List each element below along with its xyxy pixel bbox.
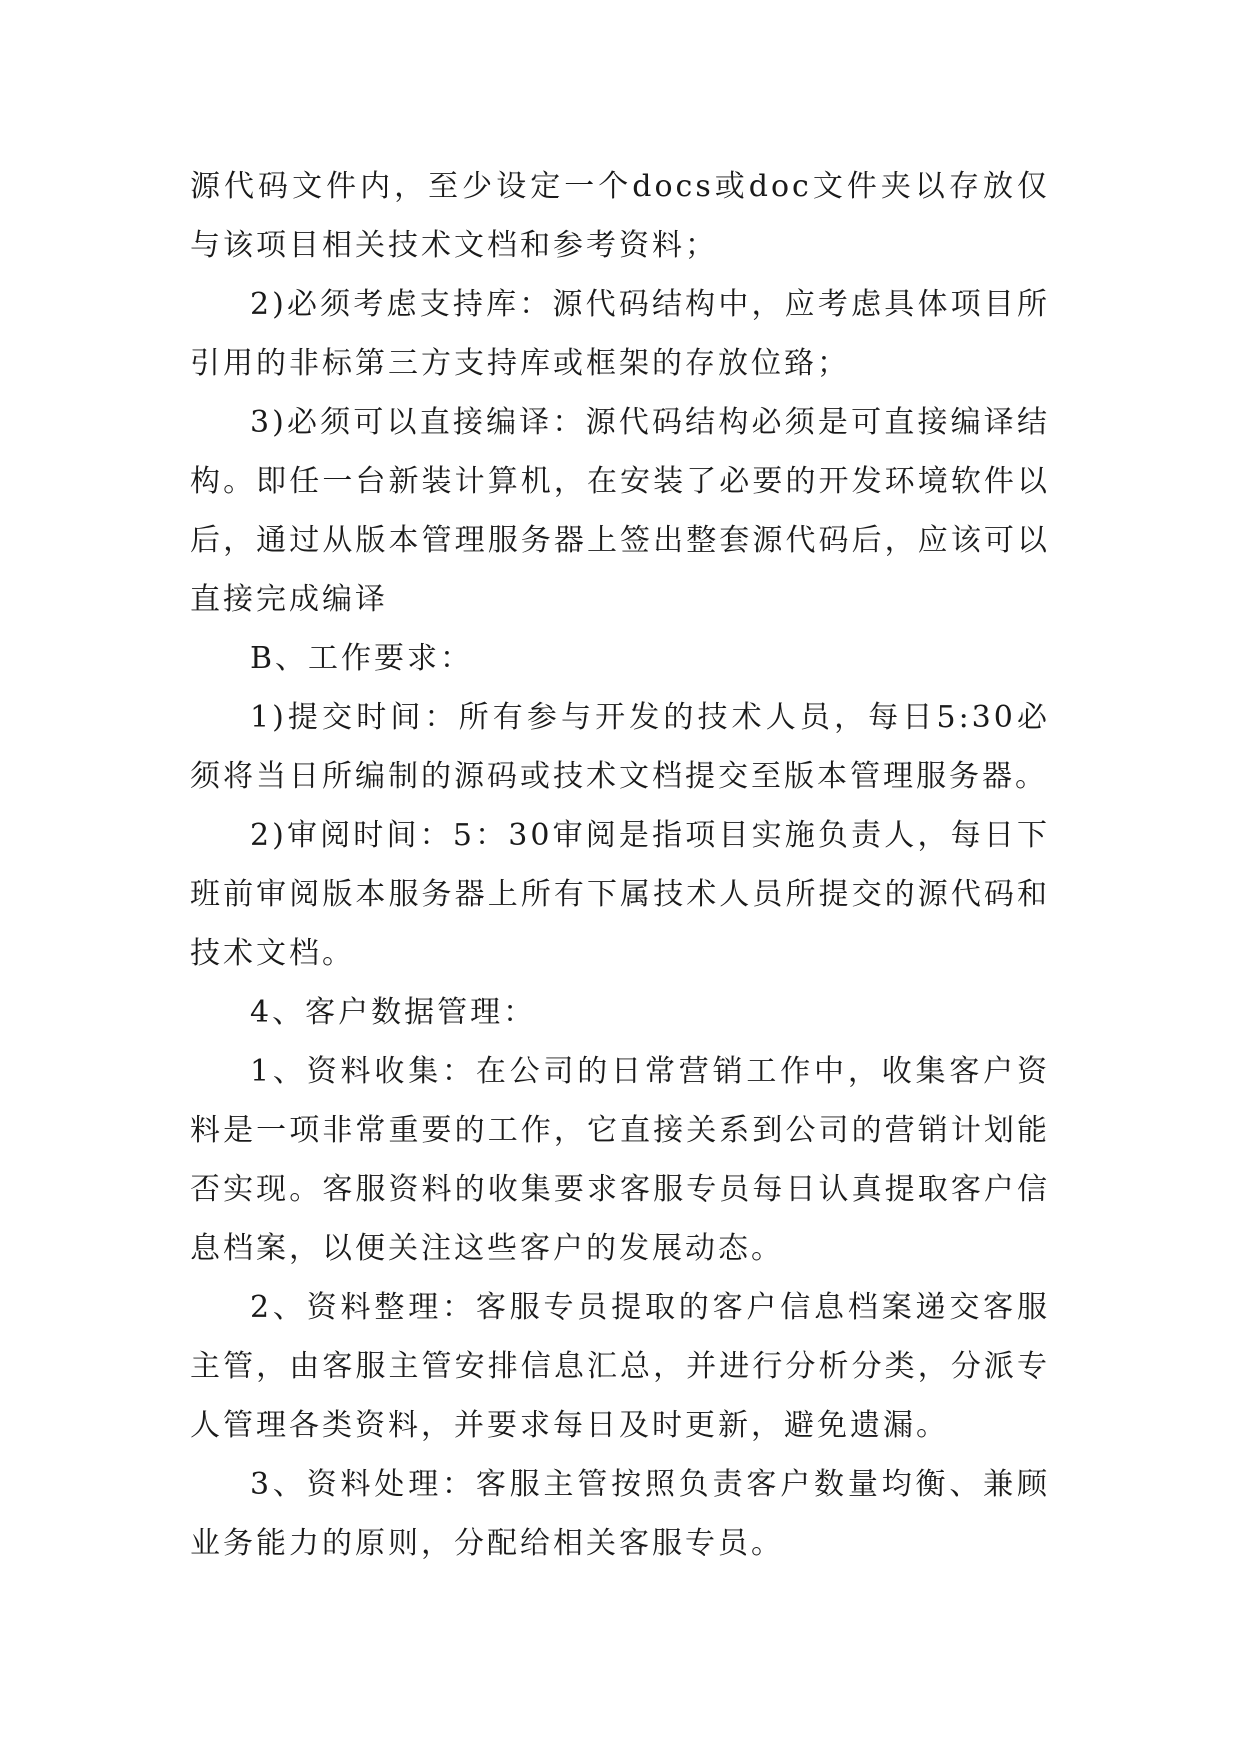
paragraph-direct-compile: 3)必须可以直接编译：源代码结构必须是可直接编译结构。即任一台新装计算机，在安装了必要的开发环境软件以后，通过从版本管理服务器上签出整套源代码后，应该可以直接完成编译 — [190, 405, 1050, 617]
paragraph-data-organization: 2、资料整理：客服专员提取的客户信息档案递交客服主管，由客服主管安排信息汇总，并进行分析分类，分派专人管理各类资料，并要求每日及时更新，避免遗漏。 — [190, 1290, 1050, 1443]
paragraph-review-time: 2)审阅时间：5：30审阅是指项目实施负责人，每日下班前审阅版本服务器上所有下属技术人员所提交的源代码和技术文档。 — [190, 818, 1050, 971]
paragraph-data-processing: 3、资料处理：客服主管按照负责客户数量均衡、兼顾业务能力的原则，分配给相关客服专员。 — [190, 1467, 1050, 1561]
paragraph-submit-time: 1)提交时间：所有参与开发的技术人员，每日5:30必须将当日所编制的源码或技术文档提交至版本管理服务器。 — [190, 700, 1050, 794]
paragraph-support-library: 2)必须考虑支持库：源代码结构中，应考虑具体项目所引用的非标第三方支持库或框架的存放位臵； — [190, 287, 1050, 381]
section-heading-work-requirements: B、工作要求： — [250, 641, 474, 676]
paragraph-source-folder: 源代码文件内，至少设定一个docs或doc文件夹以存放仅与该项目相关技术文档和参考资料； — [190, 169, 1050, 263]
section-heading-customer-data: 4、客户数据管理： — [250, 995, 537, 1030]
document-body — [190, 157, 1050, 1573]
paragraph-data-collection: 1、资料收集：在公司的日常营销工作中，收集客户资料是一项非常重要的工作，它直接关系到公司的营销计划能否实现。客服资料的收集要求客服专员每日认真提取客户信息档案，以便关注这些客户的发展动态。 — [190, 1054, 1050, 1266]
